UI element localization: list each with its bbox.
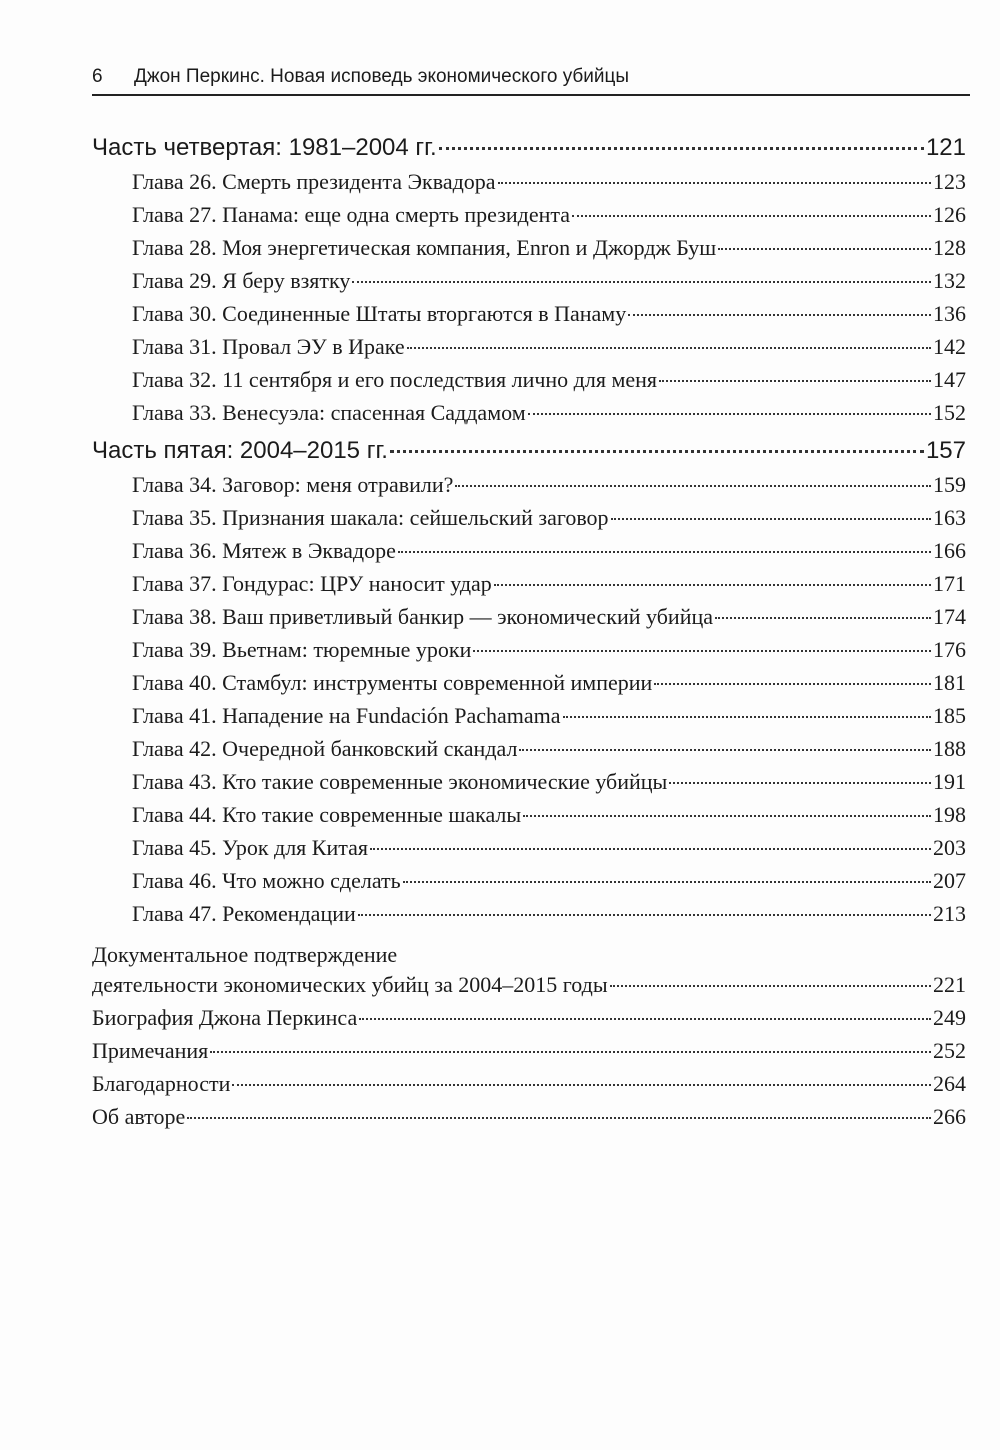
toc-chapter[interactable] bbox=[92, 670, 966, 703]
chapter-page: 147 bbox=[933, 367, 966, 392]
chapter-page: 128 bbox=[933, 235, 966, 260]
dot-leader bbox=[523, 814, 931, 817]
dot-leader bbox=[610, 984, 931, 987]
toc-chapter[interactable] bbox=[92, 301, 966, 334]
dot-leader bbox=[370, 847, 931, 850]
toc-chapter[interactable] bbox=[92, 268, 966, 301]
chapter-title: Глава 44. Кто такие современные шакалы bbox=[132, 802, 522, 827]
back-item-title: Об авторе bbox=[92, 1104, 186, 1129]
dot-leader bbox=[611, 517, 931, 520]
back-item-title: Благодарности bbox=[92, 1071, 231, 1096]
chapter-title: Глава 41. Нападение на Fundación Pachamama bbox=[132, 703, 561, 728]
chapter-page: 171 bbox=[933, 571, 966, 596]
chapter-page: 174 bbox=[933, 604, 966, 629]
chapter-title: Глава 45. Урок для Китая bbox=[132, 835, 369, 860]
dot-leader bbox=[210, 1050, 931, 1053]
toc-chapter[interactable] bbox=[92, 472, 966, 505]
chapter-page: 159 bbox=[933, 472, 966, 497]
dot-leader bbox=[519, 748, 931, 751]
dot-leader bbox=[187, 1116, 931, 1119]
toc-part-5[interactable] bbox=[92, 437, 966, 472]
toc-back-item[interactable] bbox=[92, 1005, 966, 1038]
part-page: 121 bbox=[925, 134, 966, 161]
chapter-title: Глава 36. Мятеж в Эквадоре bbox=[132, 538, 396, 563]
chapter-title: Глава 40. Стамбул: инструменты современной империи bbox=[132, 670, 653, 695]
chapter-title: Глава 32. 11 сентября и его последствия лично для меня bbox=[132, 367, 658, 392]
toc-chapter[interactable] bbox=[92, 367, 966, 400]
toc-chapter[interactable] bbox=[92, 868, 966, 901]
chapter-page: 203 bbox=[933, 835, 966, 860]
dot-leader bbox=[654, 682, 931, 685]
back-item-page: 252 bbox=[933, 1038, 966, 1063]
chapter-title: Глава 46. Что можно сделать bbox=[132, 868, 401, 893]
toc-part-4[interactable] bbox=[92, 134, 966, 169]
chapter-page: 166 bbox=[933, 538, 966, 563]
back-item-page: 249 bbox=[933, 1005, 966, 1030]
toc-chapter[interactable] bbox=[92, 604, 966, 637]
chapter-page: 213 bbox=[933, 901, 966, 926]
chapter-title: Глава 42. Очередной банковский скандал bbox=[132, 736, 518, 761]
dot-leader bbox=[407, 346, 931, 349]
chapter-page: 191 bbox=[933, 769, 966, 794]
back-item-page: 266 bbox=[933, 1104, 966, 1129]
chapter-title: Глава 43. Кто такие современные экономические убийцы bbox=[132, 769, 668, 794]
toc-chapter[interactable] bbox=[92, 571, 966, 604]
documentary-title-line1: Документальное подтверждение bbox=[92, 942, 398, 967]
back-item-title: Биография Джона Перкинса bbox=[92, 1005, 358, 1030]
toc-chapter[interactable] bbox=[92, 736, 966, 769]
chapter-page: 126 bbox=[933, 202, 966, 227]
chapter-page: 142 bbox=[933, 334, 966, 359]
part-title: Часть пятая: 2004–2015 гг. bbox=[92, 437, 388, 464]
chapter-title: Глава 28. Моя энергетическая компания, Enron и Джордж Буш bbox=[132, 235, 717, 260]
chapter-title: Глава 34. Заговор: меня отравили? bbox=[132, 472, 454, 497]
part-page: 157 bbox=[925, 437, 966, 464]
toc-chapter[interactable] bbox=[92, 901, 966, 934]
dot-leader bbox=[359, 1017, 931, 1020]
chapter-title: Глава 38. Ваш приветливый банкир — экономический убийца bbox=[132, 604, 714, 629]
toc-documentary[interactable] bbox=[92, 972, 966, 1005]
toc-chapter[interactable] bbox=[92, 769, 966, 802]
dot-leader bbox=[528, 412, 931, 415]
chapter-page: 198 bbox=[933, 802, 966, 827]
dot-leader bbox=[715, 616, 931, 619]
dot-leader bbox=[439, 146, 924, 150]
chapter-title: Глава 37. Гондурас: ЦРУ наносит удар bbox=[132, 571, 492, 596]
part-title: Часть четвертая: 1981–2004 гг. bbox=[92, 134, 437, 161]
running-header bbox=[92, 66, 970, 96]
chapter-page: 181 bbox=[933, 670, 966, 695]
dot-leader bbox=[718, 247, 931, 250]
chapter-title: Глава 47. Рекомендации bbox=[132, 901, 356, 926]
toc-chapter[interactable] bbox=[92, 835, 966, 868]
chapter-title: Глава 29. Я беру взятку bbox=[132, 268, 351, 293]
chapter-title: Глава 31. Провал ЭУ в Ираке bbox=[132, 334, 405, 359]
dot-leader bbox=[659, 379, 931, 382]
toc-back-item[interactable] bbox=[92, 1104, 966, 1137]
toc-chapter[interactable] bbox=[92, 538, 966, 571]
chapter-page: 207 bbox=[933, 868, 966, 893]
back-item-title: Примечания bbox=[92, 1038, 209, 1063]
toc-chapter[interactable] bbox=[92, 505, 966, 538]
documentary-title-line2: деятельности экономических убийц за 2004–2015 годы bbox=[92, 972, 608, 997]
running-title: Джон Перкинс. Новая исповедь экономического убийцы bbox=[134, 66, 630, 87]
dot-leader bbox=[494, 583, 931, 586]
dot-leader bbox=[473, 649, 931, 652]
toc-back-item[interactable] bbox=[92, 1038, 966, 1071]
chapter-page: 185 bbox=[933, 703, 966, 728]
chapter-page: 188 bbox=[933, 736, 966, 761]
dot-leader bbox=[563, 715, 931, 718]
toc-chapter[interactable] bbox=[92, 637, 966, 670]
dot-leader bbox=[398, 550, 931, 553]
table-of-contents bbox=[92, 134, 966, 1137]
chapter-page: 163 bbox=[933, 505, 966, 530]
documentary-page: 221 bbox=[933, 972, 966, 997]
dot-leader bbox=[390, 449, 924, 453]
toc-chapter[interactable] bbox=[92, 202, 966, 235]
dot-leader bbox=[455, 484, 931, 487]
toc-chapter[interactable] bbox=[92, 802, 966, 835]
chapter-title: Глава 27. Панама: еще одна смерть президента bbox=[132, 202, 571, 227]
dot-leader bbox=[498, 181, 931, 184]
chapter-page: 176 bbox=[933, 637, 966, 662]
toc-chapter[interactable] bbox=[92, 235, 966, 268]
dot-leader bbox=[352, 280, 931, 283]
chapter-title: Глава 39. Вьетнам: тюремные уроки bbox=[132, 637, 472, 662]
dot-leader bbox=[358, 913, 931, 916]
toc-chapter[interactable] bbox=[92, 400, 966, 433]
dot-leader bbox=[669, 781, 931, 784]
back-item-page: 264 bbox=[933, 1071, 966, 1096]
chapter-title: Глава 35. Признания шакала: сейшельский заговор bbox=[132, 505, 609, 530]
toc-chapter[interactable] bbox=[92, 169, 966, 202]
toc-back-item[interactable] bbox=[92, 1071, 966, 1104]
page-number: 6 bbox=[92, 66, 103, 87]
chapter-title: Глава 30. Соединенные Штаты вторгаются в Панаму bbox=[132, 301, 627, 326]
dot-leader bbox=[628, 313, 931, 316]
dot-leader bbox=[572, 214, 931, 217]
dot-leader bbox=[232, 1083, 931, 1086]
toc-chapter[interactable] bbox=[92, 334, 966, 367]
chapter-page: 136 bbox=[933, 301, 966, 326]
chapter-page: 132 bbox=[933, 268, 966, 293]
chapter-page: 152 bbox=[933, 400, 966, 425]
chapter-title: Глава 33. Венесуэла: спасенная Саддамом bbox=[132, 400, 526, 425]
chapter-page: 123 bbox=[933, 169, 966, 194]
toc-chapter[interactable] bbox=[92, 703, 966, 736]
dot-leader bbox=[403, 880, 931, 883]
chapter-title: Глава 26. Смерть президента Эквадора bbox=[132, 169, 496, 194]
